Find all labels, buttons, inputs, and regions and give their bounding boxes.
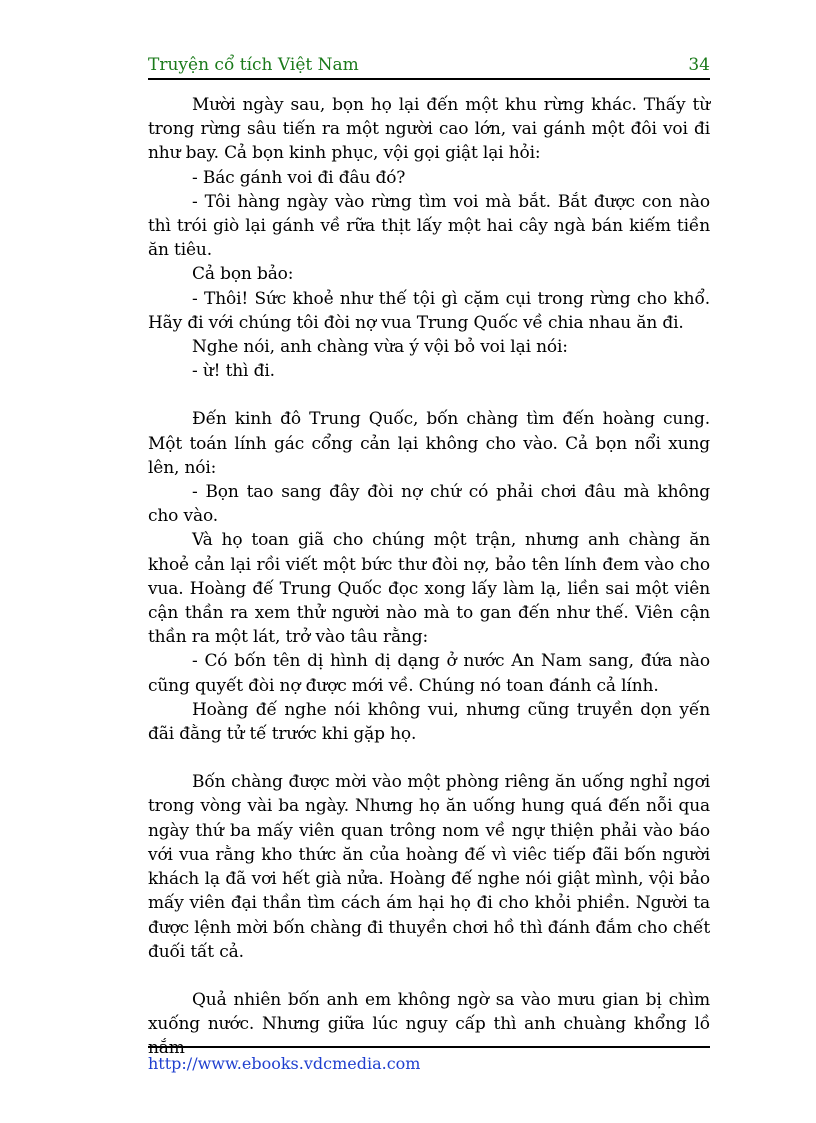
story-body — [148, 93, 710, 1061]
paragraph: Nghe nói, anh chàng vừa ý vội bỏ voi lại nói: — [192, 337, 568, 358]
paragraph: Hoàng đế nghe nói không vui, nhưng cũng truyền dọn yến đãi đằng tử tế trước khi gặp họ. — [148, 699, 710, 745]
paragraph: - Bác gánh voi đi đâu đó? — [192, 167, 406, 188]
footer-url-link[interactable]: http://www.ebooks.vdcmedia.com — [148, 1054, 421, 1073]
page-number: 34 — [688, 55, 710, 75]
paragraph: - Tôi hàng ngày vào rừng tìm voi mà bắt. Bắt được con nào thì trói giò lại gánh về rữa thịt lấy một hai cây ngà bán kiếm tiền ăn tiêu. — [148, 191, 710, 261]
paragraph: - ừ! thì đi. — [192, 361, 275, 382]
paragraph: Mười ngày sau, bọn họ lại đến một khu rừng khác. Thấy từ trong rừng sâu tiến ra một người cao lớn, vai gánh một đôi voi đi như bay. Cả bọn kinh phục, vội gọi giật lại hỏi: — [148, 95, 710, 164]
paragraph: - Bọn tao sang đây đòi nợ chứ có phải chơi đâu mà không cho vào. — [148, 482, 710, 527]
paragraph: Và họ toan giã cho chúng một trận, nhưng anh chàng ăn khoẻ cản lại rồi viết một bức thư đòi nợ, bảo tên lính đem vào cho vua. Hoàng đế Trung Quốc đọc xong lấy làm lạ, liền sai một viên cận thần ra xem thử người nào mà to gan đến như thế. Viên cận thần ra một lát, trở vào tâu rằng: — [148, 530, 710, 648]
paragraph: Quả nhiên bốn anh em không ngờ sa vào mưu gian bị chìm xuống nước. Nhưng giữa lúc nguy cấp thì anh chuàng khổng lồ nắm — [148, 989, 710, 1059]
paragraph: Đến kinh đô Trung Quốc, bốn chàng tìm đến hoàng cung. Một toán lính gác cổng cản lại không cho vào. Cả bọn nổi xung lên, nói: — [148, 409, 710, 478]
paragraph: Bốn chàng được mời vào một phòng riêng ăn uống nghỉ ngơi trong vòng vài ba ngày. Nhưng họ ăn uống hung quá đến nỗi qua ngày thứ ba mấy viên quan trông nom về ngự thiện phải vào báo với vua rằng kho thức ăn của hoàng đế vì viêc tiếp đãi bốn người khách lạ đã vơi hết già nửa. Hoàng đế nghe nói giật mình, vội bảo mấy viên đại thần tìm cách ám hại họ đi cho khỏi phiền. Người ta được lệnh mời bốn chàng đi thuyền chơi hồ thì đánh đắm cho chết đuối tất cả. — [148, 772, 710, 962]
paragraph: Cả bọn bảo: — [192, 264, 294, 285]
page-footer — [148, 1046, 710, 1074]
paragraph: - Thôi! Sức khoẻ như thế tội gì cặm cụi trong rừng cho khổ. Hãy đi với chúng tôi đòi nợ vua Trung Quốc về chia nhau ăn đi. — [148, 288, 710, 333]
header-title: Truyện cổ tích Việt Nam — [148, 55, 359, 75]
paragraph: - Có bốn tên dị hình dị dạng ở nước An Nam sang, đứa nào cũng quyết đòi nợ được mới về. Chúng nó toan đánh cả lính. — [148, 651, 710, 696]
page-header — [148, 52, 710, 80]
